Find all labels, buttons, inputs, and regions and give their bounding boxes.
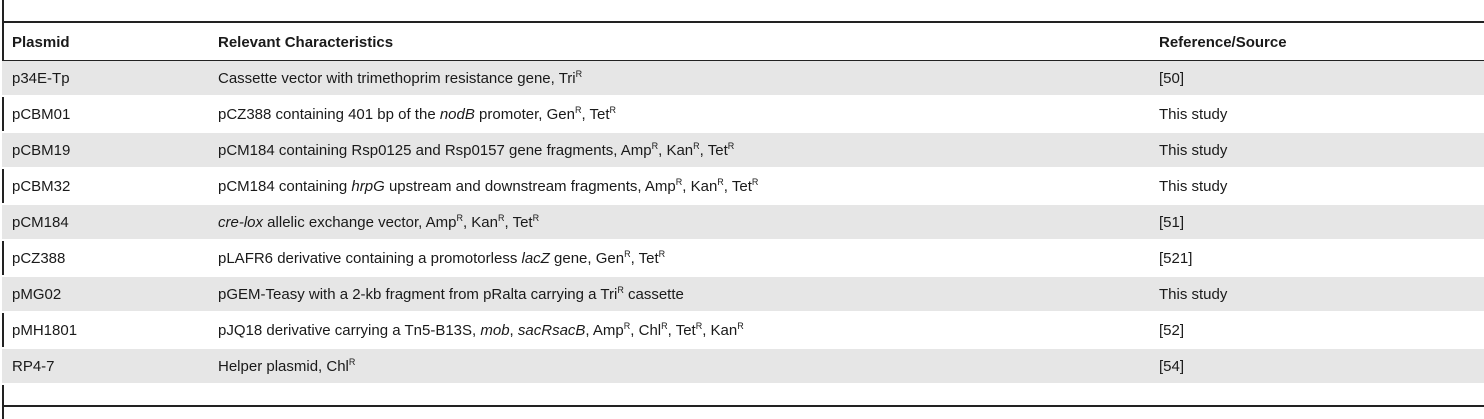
cell-characteristics	[218, 286, 684, 303]
text-segment: allelic exchange vector, Amp	[263, 214, 457, 231]
table-row	[2, 133, 1484, 169]
cell-characteristics	[218, 250, 665, 267]
cell-plasmid: pCM184	[12, 214, 69, 231]
text-segment: , Tet	[699, 142, 728, 159]
text-segment: pCM184 containing	[218, 178, 352, 195]
text-segment: , Amp	[585, 322, 624, 339]
cell-reference-source: [50]	[1159, 70, 1185, 87]
superscript-marker: R	[532, 213, 540, 223]
text-segment: , Tet	[581, 106, 610, 123]
superscript-marker: R	[727, 141, 735, 151]
table-row	[2, 61, 1484, 97]
cell-reference-source: This study	[1159, 178, 1228, 195]
header-plasmid: Plasmid	[12, 34, 70, 51]
superscript-marker: R	[651, 141, 659, 151]
text-segment: ,	[509, 322, 518, 339]
table-row	[2, 97, 1484, 133]
text-segment: pCZ388 containing 401 bp of the	[218, 106, 440, 123]
cell-plasmid: pMH1801	[12, 322, 78, 339]
cell-reference-source: This study	[1159, 286, 1228, 303]
superscript-marker: R	[658, 249, 666, 259]
superscript-marker: R	[675, 177, 683, 187]
table-row	[2, 205, 1484, 241]
text-segment: , Chl	[630, 322, 662, 339]
cell-characteristics	[218, 178, 758, 195]
text-segment: , Kan	[462, 214, 498, 231]
header-reference-source: Reference/Source	[1159, 34, 1287, 51]
cell-reference-source: [51]	[1159, 214, 1185, 231]
superscript-marker: R	[737, 321, 744, 331]
text-segment: , Kan	[702, 322, 738, 339]
italic-gene-name: lacZ	[521, 250, 550, 267]
italic-gene-name: sacRsacB	[517, 322, 586, 339]
text-segment: promoter, Gen	[474, 106, 575, 123]
superscript-marker: R	[574, 105, 582, 115]
text-segment: , Tet	[667, 322, 696, 339]
text-segment: Cassette vector with trimethoprim resistance gene, Tri	[218, 70, 576, 87]
text-segment: , Kan	[658, 142, 694, 159]
cell-characteristics	[218, 322, 744, 339]
superscript-marker: R	[661, 321, 668, 331]
table-row	[2, 241, 1484, 277]
cell-reference-source: [52]	[1159, 322, 1185, 339]
italic-gene-name: cre-lox	[218, 214, 264, 231]
cell-reference-source: This study	[1159, 142, 1228, 159]
cell-plasmid: pCZ388	[12, 250, 66, 267]
superscript-marker: R	[617, 285, 624, 295]
superscript-marker: R	[498, 213, 505, 223]
cell-characteristics	[218, 214, 539, 231]
text-segment: pCM184 containing Rsp0125 and Rsp0157 gene fragments, Amp	[218, 142, 652, 159]
cell-characteristics	[218, 358, 355, 375]
text-segment: pLAFR6 derivative containing a promotorless	[218, 250, 522, 267]
cell-reference-source: [54]	[1159, 358, 1185, 375]
text-segment: , Tet	[630, 250, 659, 267]
cell-plasmid: RP4-7	[12, 358, 55, 375]
text-segment: , Tet	[723, 178, 752, 195]
superscript-marker: R	[456, 213, 463, 223]
table-row	[2, 169, 1484, 205]
text-segment: gene, Gen	[549, 250, 625, 267]
table-header-row	[2, 23, 1484, 60]
cell-reference-source: This study	[1159, 106, 1228, 123]
text-segment: pJQ18 derivative carrying a Tn5-B13S,	[218, 322, 481, 339]
cell-plasmid: p34E-Tp	[12, 70, 70, 87]
cell-plasmid: pCBM01	[12, 106, 71, 123]
superscript-marker: R	[693, 141, 700, 151]
text-segment: cassette	[623, 286, 684, 303]
table-row	[2, 277, 1484, 313]
italic-gene-name: nodB	[439, 106, 475, 123]
table-bottom-rule	[2, 405, 1484, 407]
cell-reference-source: [521]	[1159, 250, 1193, 267]
superscript-marker: R	[623, 321, 631, 331]
text-segment: Helper plasmid, Chl	[218, 358, 349, 375]
cell-characteristics	[218, 70, 582, 87]
superscript-marker: R	[624, 249, 631, 259]
cell-plasmid: pCBM19	[12, 142, 71, 159]
italic-gene-name: hrpG	[351, 178, 385, 195]
table-body	[2, 61, 1484, 385]
superscript-marker: R	[575, 69, 583, 79]
text-segment: , Tet	[504, 214, 533, 231]
text-segment: pGEM-Teasy with a 2-kb fragment from pRalta carrying a Tri	[218, 286, 618, 303]
table-row	[2, 349, 1484, 385]
table-row	[2, 313, 1484, 349]
text-segment: , Kan	[682, 178, 718, 195]
header-relevant-characteristics: Relevant Characteristics	[218, 34, 394, 51]
cell-characteristics	[218, 106, 616, 123]
italic-gene-name: mob	[480, 322, 510, 339]
superscript-marker: R	[717, 177, 724, 187]
superscript-marker: R	[695, 321, 703, 331]
cell-plasmid: pMG02	[12, 286, 62, 303]
superscript-marker: R	[348, 357, 356, 367]
cell-plasmid: pCBM32	[12, 178, 71, 195]
superscript-marker: R	[609, 105, 617, 115]
text-segment: upstream and downstream fragments, Amp	[384, 178, 676, 195]
superscript-marker: R	[751, 177, 759, 187]
cell-characteristics	[218, 142, 734, 159]
